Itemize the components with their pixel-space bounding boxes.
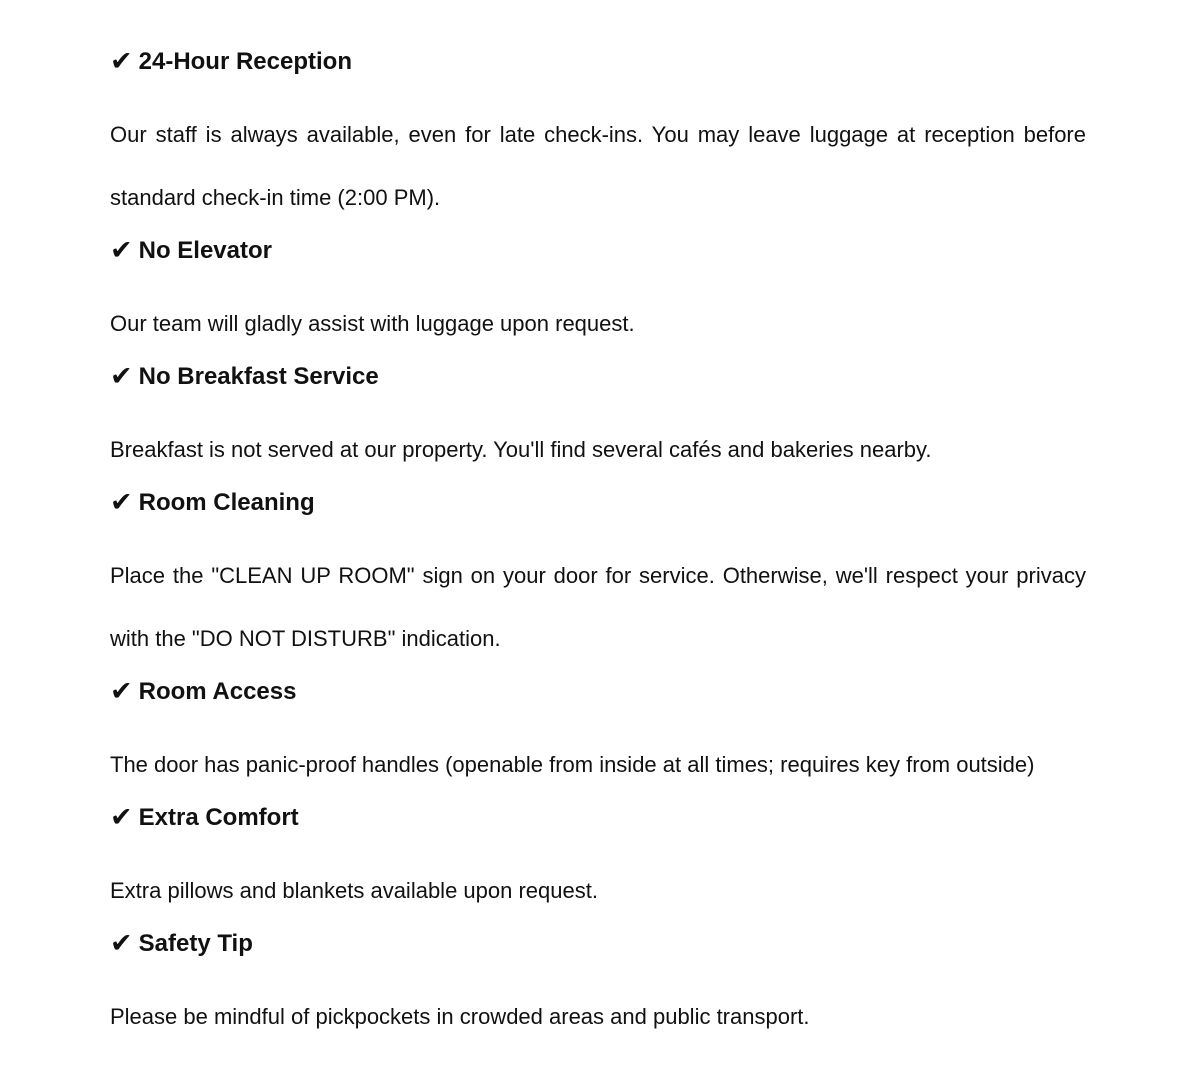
section-no-breakfast-service	[110, 355, 1086, 481]
section-room-access	[110, 670, 1086, 796]
section-title: Extra Comfort	[138, 804, 299, 831]
section-title: 24-Hour Reception	[138, 48, 352, 75]
section-safety-tip	[110, 922, 1086, 1048]
section-body: Our team will gladly assist with luggage upon request.	[110, 311, 635, 336]
section-title: No Elevator	[138, 237, 272, 264]
checkmark-icon: ✔	[110, 676, 133, 706]
section-title: No Breakfast Service	[138, 363, 379, 390]
section-heading	[110, 40, 1086, 82]
section-body: The door has panic-proof handles (openable from inside at all times; requires key from outside)	[110, 752, 1035, 777]
section-room-cleaning	[110, 481, 1086, 670]
section-body: Breakfast is not served at our property. You'll find several cafés and bakeries nearby.	[110, 437, 932, 462]
section-heading	[110, 796, 1086, 838]
section-title: Room Access	[138, 678, 297, 705]
checkmark-icon: ✔	[110, 361, 133, 391]
checkmark-icon: ✔	[110, 802, 133, 832]
section-body: Extra pillows and blankets available upon request.	[110, 878, 598, 903]
section-heading	[110, 355, 1086, 397]
section-heading	[110, 481, 1086, 523]
section-heading	[110, 922, 1086, 964]
document-body	[110, 40, 1086, 1048]
section-extra-comfort	[110, 796, 1086, 922]
checkmark-icon: ✔	[110, 46, 133, 76]
checkmark-icon: ✔	[110, 235, 133, 265]
section-title: Room Cleaning	[138, 489, 315, 516]
checkmark-icon: ✔	[110, 487, 133, 517]
section-heading	[110, 670, 1086, 712]
section-body: Please be mindful of pickpockets in crowded areas and public transport.	[110, 1004, 810, 1029]
section-title: Safety Tip	[138, 930, 253, 957]
checkmark-icon: ✔	[110, 928, 133, 958]
section-body: Our staff is always available, even for late check-ins. You may leave luggage at reception before standard check-in time (2:00 PM).	[110, 122, 1086, 210]
section-heading	[110, 229, 1086, 271]
section-no-elevator	[110, 229, 1086, 355]
section-24-hour-reception	[110, 40, 1086, 229]
section-body: Place the "CLEAN UP ROOM" sign on your door for service. Otherwise, we'll respect your privacy with the "DO NOT DISTURB" indication.	[110, 563, 1086, 651]
